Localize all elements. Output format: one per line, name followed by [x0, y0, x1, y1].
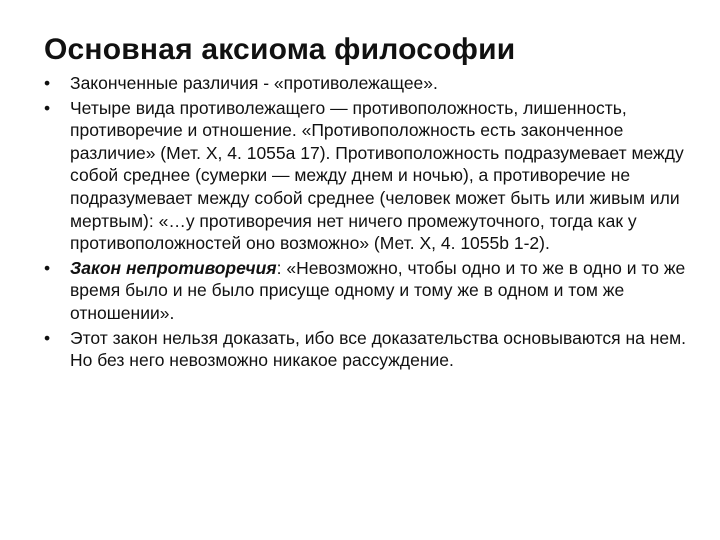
bullet-text: Четыре вида противолежащего — противоположность, лишенность, противоречие и отношение. «Противоположность есть законченное различие» (Мет. X, 4. 1055a 17). Противоположность подразумевает между собой среднее (сумерки — между днем и ночью), а противоречие не подразумевает между собой среднее (человек может быть или живым или мертвым): «…у противоречия нет ничего промежуточного, тогда как у противоположностей оно возможно» (Мет. X, 4. 1055b 1-2). [70, 97, 684, 254]
bullet-icon: • [44, 97, 51, 118]
list-item [44, 257, 694, 325]
bullet-text: Законченные различия - «противолежащее». [70, 73, 438, 93]
bullet-text: Этот закон нельзя доказать, ибо все доказательства основываются на нем. Но без него невозможно никакое рассуждение. [70, 327, 687, 371]
bullet-icon: • [44, 327, 51, 348]
list-item [44, 327, 694, 372]
bullet-icon: • [44, 73, 51, 93]
list-item [44, 72, 694, 95]
bullet-icon: • [44, 257, 51, 278]
law-term: Закон непротиворечия [70, 257, 277, 278]
bullet-text: : «Невозможно, чтобы одно и то же в одно и то же время было и не было присуще одному и тому же в одном и том же отношении». [70, 257, 686, 323]
slide-title: Основная аксиома философии [44, 33, 516, 66]
list-item [44, 97, 694, 255]
bullet-list [44, 72, 694, 374]
